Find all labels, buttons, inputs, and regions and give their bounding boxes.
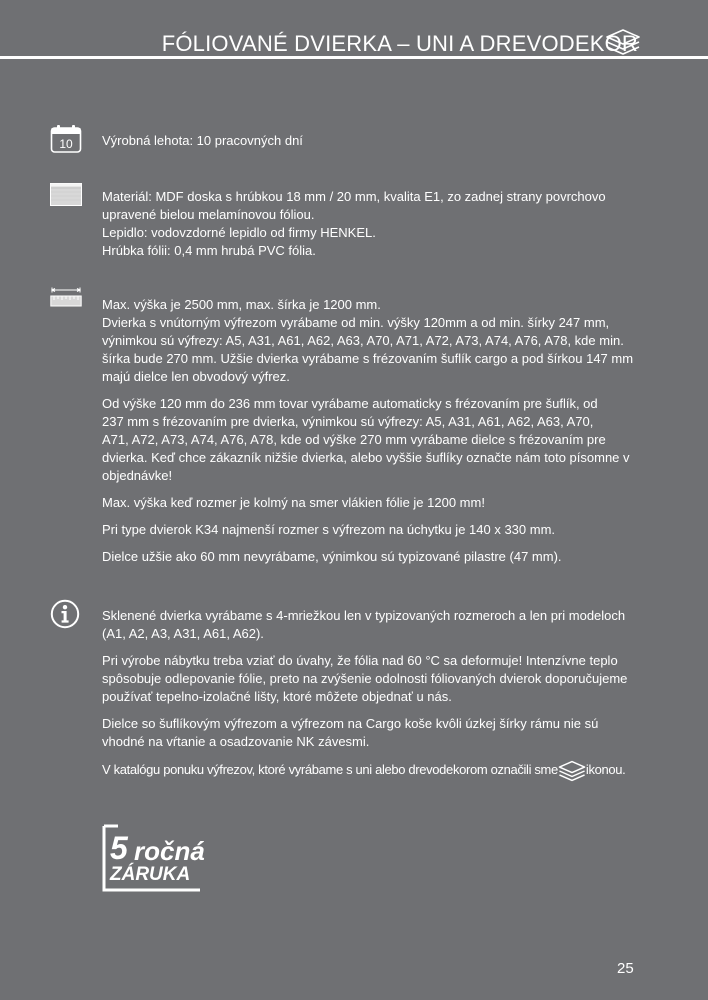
paragraph [102, 715, 642, 751]
text-line: Od výške 120 mm do 236 mm tovar vyrábame automaticky s frézovaním pre šuflík, od [102, 396, 598, 411]
text-line: (A1, A2, A3, A31, A61, A62). [102, 626, 264, 641]
text-line: Pri type dvierok K34 najmenší rozmer s výfrezom na úchytku je 140 x 330 mm. [102, 522, 556, 537]
dimensions-text [102, 296, 642, 575]
text-line: Sklenené dvierka vyrábame s 4-mriežkou len v typizovaných rozmeroch a len pri modeloch [102, 608, 626, 623]
paragraph [102, 296, 642, 386]
text-line: Lepidlo: vodovzdorné lepidlo od firmy HENKEL. [102, 225, 376, 240]
paragraph [102, 548, 642, 566]
calendar-icon [50, 124, 82, 154]
text-line: Max. výška keď rozmer je kolmý na smer vlákien fólie je 1200 mm! [102, 495, 485, 510]
page-number: 25 [617, 960, 634, 977]
text-line: šírka bude 270 mm. Užšie dvierka vyrábame s frézovaním šuflík cargo a pod šírkou 147 mm [102, 351, 634, 366]
text-line: Dvierka s vnútorným výfrezom vyrábame od min. výšky 120mm a od min. šírky 247 mm, [102, 315, 610, 330]
text-line: majú dielce len obvodový výfrez. [102, 369, 290, 384]
text-line: Materiál: MDF doska s hrúbkou 18 mm / 20 mm, kvalita E1, zo zadnej strany povrchovo [102, 189, 606, 204]
text-line: V katalógu ponuku výfrezov, ktoré vyrábame s uni alebo drevodekorom označili sme [102, 762, 558, 777]
text-line: Dielce užšie ako 60 mm nevyrábame, výnimkou sú typizované pilastre (47 mm). [102, 549, 562, 564]
material-text [102, 188, 642, 260]
text-line: objednávke! [102, 468, 173, 483]
text-line: Hrúbka fólii: 0,4 mm hrubá PVC fólia. [102, 243, 316, 258]
paragraph [102, 607, 642, 643]
text-line: Pri výrobe nábytku treba vziať do úvahy, že fólia nad 60 °C sa deformuje! Intenzívne teplo [102, 653, 618, 668]
text-line: používať tepelno-izolačné lišty, ktoré môžete objednať u nás. [102, 689, 452, 704]
text-line: Max. výška je 2500 mm, max. šírka je 1200 mm. [102, 297, 381, 312]
page-header [0, 0, 708, 62]
warranty-number: 5 [110, 830, 128, 866]
info-text [102, 607, 642, 791]
text-line: upravené bielou melamínovou fóliou. [102, 207, 315, 222]
text-line: 237 mm s frézovaním pre dvierka, výnimkou sú výfrezy: A5, A31, A61, A62, A63, A70, [102, 414, 594, 429]
layers-icon [604, 27, 642, 59]
text-line: ikonou. [585, 762, 626, 777]
info-icon [50, 599, 80, 629]
paragraph [102, 652, 642, 706]
paragraph [102, 521, 642, 539]
production-text [102, 132, 642, 150]
text-line: A71, A72, A73, A74, A76, A78, kde od výške 270 mm vyrábame dielce s frézovaním pre [102, 432, 606, 447]
text-line: Dielce so šuflíkovým výfrezom a výfrezom na Cargo koše kvôli úzkej šírky rámu nie sú [102, 716, 599, 731]
header-divider [0, 56, 708, 59]
text-line: spôsobuje odlepovanie fólie, preto na zvýšenie odolnosti fóliovaných dvierok doporučujeme [102, 671, 628, 686]
paragraph [102, 760, 642, 782]
paragraph [102, 395, 642, 485]
warranty-word1: ročná [134, 836, 205, 866]
text-line: výnimkou sú výfrezy: A5, A31, A61, A62, A63, A70, A71, A72, A73, A74, A76, A78, kde min. [102, 333, 624, 348]
ruler-icon [50, 287, 82, 309]
text-line: Výrobná lehota: 10 pracovných dní [102, 133, 303, 148]
page-title: FÓLIOVANÉ DVIERKA – UNI A DREVODEKOR [161, 31, 638, 56]
layers-icon [556, 760, 588, 782]
paragraph [102, 494, 642, 512]
calendar-day: 10 [59, 137, 73, 151]
warranty-word2: ZÁRUKA [110, 864, 191, 885]
text-line: dvierka. Keď chce zákazník nižšie dvierka, alebo vyššie šuflíky označte nám toto písomne v [102, 450, 630, 465]
board-panel-icon [50, 183, 82, 207]
warranty-badge [100, 822, 220, 894]
text-line: vhodné na vŕtanie a osadzovanie NK závesmi. [102, 734, 370, 749]
